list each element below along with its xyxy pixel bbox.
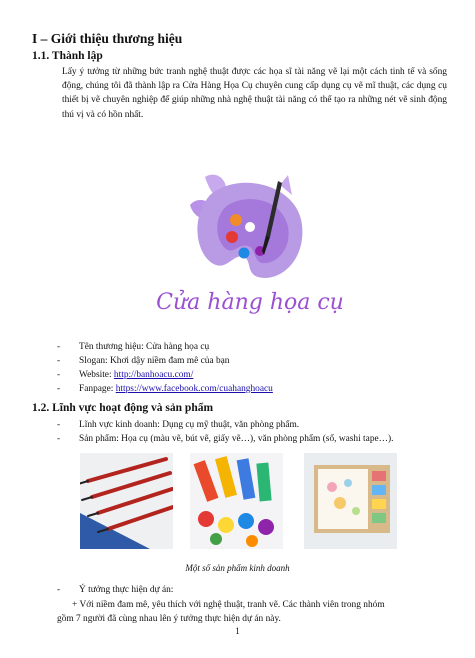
stationery-photo (304, 453, 397, 549)
founding-paragraph: Lấy ý tưởng từ những bức tranh nghệ thuật được các họa sĩ tài năng vẽ lại một cách tinh tế và sống động, chúng tôi đã thành lập ra Cửa Hàng Họa Cụ chuyên cung cấp dụng cụ vẽ mĩ thuật, các dụng cụ thiết bị vẽ chuyên nghiệp để giúp những nhà nghệ thuật tài năng có thể tạo ra những nét vẽ sinh động thú vị và có hồn nhất. (62, 67, 447, 120)
project-idea-item: - Ý tưởng thực hiện dự án: (57, 585, 174, 595)
section-heading: I – Giới thiệu thương hiệu (32, 31, 183, 46)
subsection-title-products: 1.2. Lĩnh vực hoạt động và sản phẩm (32, 402, 214, 414)
fanpage-link[interactable]: https://www.facebook.com/cuahanghoacu (115, 384, 273, 394)
subsection-title-founding: 1.1. Thành lập (32, 50, 103, 62)
business-field-item: - Lĩnh vực kinh doanh: Dụng cụ mỹ thuật, văn phòng phẩm. (57, 420, 300, 430)
products-item: - Sản phẩm: Họa cụ (màu vẽ, bút vẽ, giấy vẽ…), văn phòng phẩm (sổ, washi tape…). (57, 434, 394, 444)
brand-logo-text: Cửa hàng họa cụ (156, 290, 344, 315)
project-idea-line-1: + Với niềm đam mê, yêu thích với nghệ thuật, tranh vẽ. Các thành viên trong nhóm (72, 600, 385, 610)
products-caption: Một số sản phẩm kinh doanh (185, 563, 290, 573)
page-number: 1 (235, 626, 240, 636)
website-link[interactable]: http://banhoacu.com/ (113, 370, 194, 380)
website-item: - Website: http://banhoacu.com/ (57, 370, 194, 380)
brushes-photo (80, 453, 173, 549)
slogan-item: - Slogan: Khơi dậy niềm đam mê của bạn (57, 356, 230, 366)
project-idea-line-2: gồm 7 người đã cùng nhau lên ý tưởng thực hiện dự án này. (57, 614, 281, 624)
paints-photo (190, 453, 283, 549)
fanpage-item: - Fanpage: https://www.facebook.com/cuahanghoacu (57, 384, 273, 394)
brand-name-item: - Tên thương hiệu: Cửa hàng họa cụ (57, 342, 210, 352)
